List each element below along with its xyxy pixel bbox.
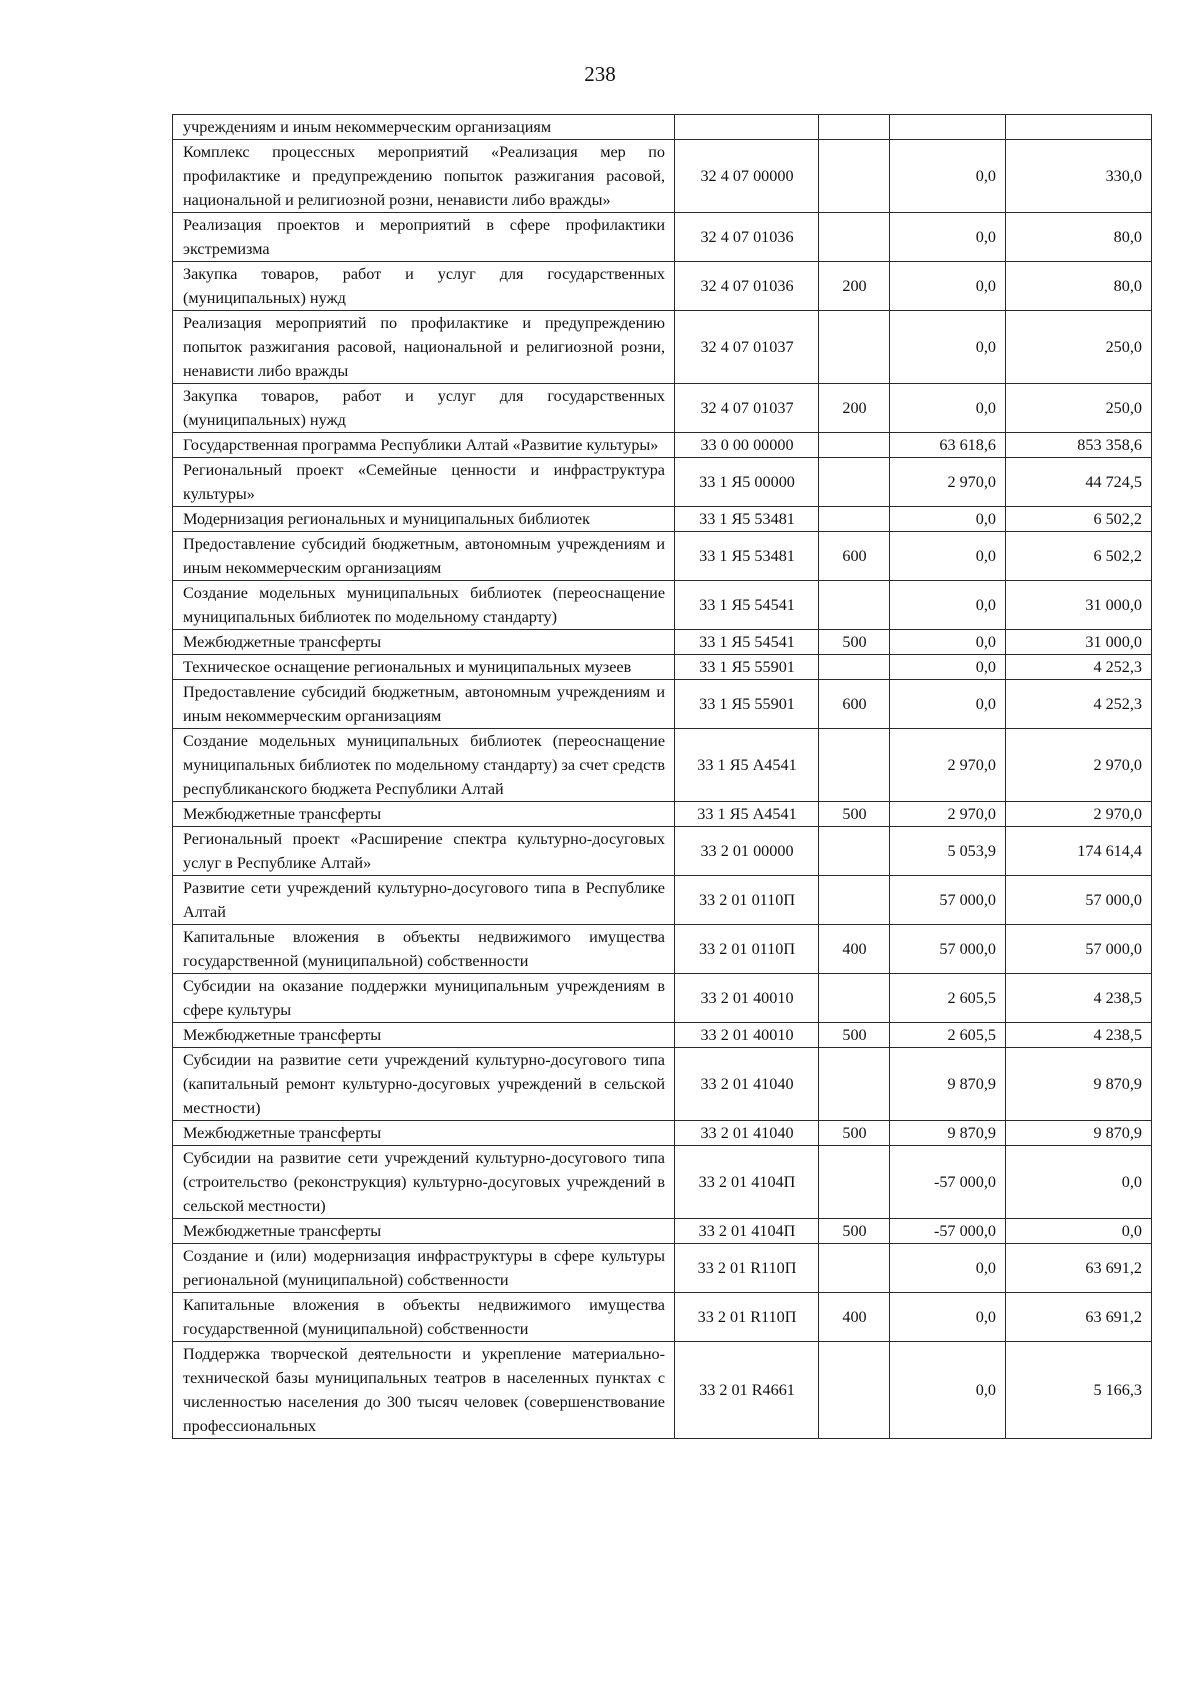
row-code-cell: 33 2 01 4104П bbox=[675, 1219, 819, 1244]
table-row bbox=[173, 458, 1152, 507]
row-amount-1-cell: 57 000,0 bbox=[890, 876, 1006, 925]
row-name-cell: Поддержка творческой деятельности и укрепление материально-технической базы муниципальных театров в населенных пунктах с численностью населения до 300 тысяч человек (совершенствование профессиональных bbox=[173, 1342, 675, 1439]
row-name-cell: Региональный проект «Расширение спектра культурно-досуговых услуг в Республике Алтай» bbox=[173, 827, 675, 876]
row-expense-type-cell bbox=[819, 433, 890, 458]
table-row bbox=[173, 115, 1152, 140]
table-row bbox=[173, 1023, 1152, 1048]
table-row bbox=[173, 802, 1152, 827]
row-code-cell: 33 1 Я5 00000 bbox=[675, 458, 819, 507]
table-row bbox=[173, 1293, 1152, 1342]
row-name-cell: Региональный проект «Семейные ценности и инфраструктура культуры» bbox=[173, 458, 675, 507]
row-amount-1-cell: 0,0 bbox=[890, 262, 1006, 311]
row-name-cell: Техническое оснащение региональных и муниципальных музеев bbox=[173, 655, 675, 680]
row-expense-type-cell: 400 bbox=[819, 1293, 890, 1342]
row-amount-2-cell: 6 502,2 bbox=[1006, 507, 1152, 532]
row-name-cell: Государственная программа Республики Алтай «Развитие культуры» bbox=[173, 433, 675, 458]
row-name-cell: Межбюджетные трансферты bbox=[173, 630, 675, 655]
row-code-cell: 32 4 07 00000 bbox=[675, 140, 819, 213]
row-expense-type-cell bbox=[819, 213, 890, 262]
row-code-cell: 32 4 07 01036 bbox=[675, 213, 819, 262]
row-amount-1-cell: 0,0 bbox=[890, 384, 1006, 433]
row-expense-type-cell: 600 bbox=[819, 532, 890, 581]
row-name-cell: Реализация мероприятий по профилактике и предупреждению попыток разжигания расовой, национальной и религиозной розни, ненависти либо вражды bbox=[173, 311, 675, 384]
row-name-cell: Капитальные вложения в объекты недвижимого имущества государственной (муниципальной) собственности bbox=[173, 925, 675, 974]
row-expense-type-cell bbox=[819, 1146, 890, 1219]
row-code-cell: 33 1 Я5 54541 bbox=[675, 630, 819, 655]
row-expense-type-cell: 200 bbox=[819, 262, 890, 311]
table-row bbox=[173, 974, 1152, 1023]
row-amount-1-cell: -57 000,0 bbox=[890, 1219, 1006, 1244]
table-row bbox=[173, 925, 1152, 974]
row-amount-2-cell: 4 252,3 bbox=[1006, 680, 1152, 729]
row-expense-type-cell bbox=[819, 581, 890, 630]
row-amount-1-cell: 2 605,5 bbox=[890, 974, 1006, 1023]
page-number: 238 bbox=[584, 62, 616, 86]
row-amount-1-cell: 5 053,9 bbox=[890, 827, 1006, 876]
row-expense-type-cell bbox=[819, 311, 890, 384]
row-amount-1-cell: 2 605,5 bbox=[890, 1023, 1006, 1048]
row-name-cell: учреждениям и иным некоммерческим организациям bbox=[173, 115, 675, 140]
table-row bbox=[173, 655, 1152, 680]
row-code-cell: 33 1 Я5 53481 bbox=[675, 532, 819, 581]
row-name-cell: Модернизация региональных и муниципальных библиотек bbox=[173, 507, 675, 532]
row-name-cell: Закупка товаров, работ и услуг для государственных (муниципальных) нужд bbox=[173, 262, 675, 311]
row-amount-1-cell: 57 000,0 bbox=[890, 925, 1006, 974]
row-expense-type-cell bbox=[819, 827, 890, 876]
row-expense-type-cell bbox=[819, 1244, 890, 1293]
row-amount-1-cell: 0,0 bbox=[890, 1293, 1006, 1342]
row-amount-2-cell: 4 252,3 bbox=[1006, 655, 1152, 680]
row-code-cell: 33 2 01 0110П bbox=[675, 876, 819, 925]
row-code-cell: 33 2 01 40010 bbox=[675, 974, 819, 1023]
table-row bbox=[173, 1146, 1152, 1219]
row-amount-1-cell: 2 970,0 bbox=[890, 802, 1006, 827]
row-code-cell: 33 1 Я5 53481 bbox=[675, 507, 819, 532]
row-amount-1-cell: 0,0 bbox=[890, 311, 1006, 384]
row-name-cell: Реализация проектов и мероприятий в сфере профилактики экстремизма bbox=[173, 213, 675, 262]
row-amount-1-cell: 0,0 bbox=[890, 680, 1006, 729]
row-amount-1-cell: 0,0 bbox=[890, 213, 1006, 262]
table-row bbox=[173, 680, 1152, 729]
row-expense-type-cell bbox=[819, 115, 890, 140]
row-amount-2-cell: 31 000,0 bbox=[1006, 630, 1152, 655]
table-row bbox=[173, 729, 1152, 802]
row-name-cell: Межбюджетные трансферты bbox=[173, 1219, 675, 1244]
row-amount-1-cell: 2 970,0 bbox=[890, 458, 1006, 507]
row-code-cell: 33 2 01 00000 bbox=[675, 827, 819, 876]
row-name-cell: Создание модельных муниципальных библиотек (переоснащение муниципальных библиотек по модельному стандарту) за счет средств республиканского бюджета Республики Алтай bbox=[173, 729, 675, 802]
row-amount-1-cell: 0,0 bbox=[890, 581, 1006, 630]
row-name-cell: Развитие сети учреждений культурно-досугового типа в Республике Алтай bbox=[173, 876, 675, 925]
row-amount-1-cell: 0,0 bbox=[890, 655, 1006, 680]
row-amount-1-cell: 0,0 bbox=[890, 1342, 1006, 1439]
row-amount-2-cell: 57 000,0 bbox=[1006, 876, 1152, 925]
row-code-cell: 33 0 00 00000 bbox=[675, 433, 819, 458]
row-name-cell: Субсидии на оказание поддержки муниципальным учреждениям в сфере культуры bbox=[173, 974, 675, 1023]
row-expense-type-cell bbox=[819, 876, 890, 925]
row-amount-2-cell: 330,0 bbox=[1006, 140, 1152, 213]
row-amount-2-cell: 9 870,9 bbox=[1006, 1048, 1152, 1121]
row-amount-1-cell: -57 000,0 bbox=[890, 1146, 1006, 1219]
row-amount-2-cell: 174 614,4 bbox=[1006, 827, 1152, 876]
row-amount-2-cell: 63 691,2 bbox=[1006, 1244, 1152, 1293]
row-amount-1-cell: 0,0 bbox=[890, 532, 1006, 581]
row-name-cell: Закупка товаров, работ и услуг для государственных (муниципальных) нужд bbox=[173, 384, 675, 433]
row-expense-type-cell bbox=[819, 655, 890, 680]
row-code-cell: 33 2 01 R110П bbox=[675, 1244, 819, 1293]
table-row bbox=[173, 876, 1152, 925]
row-name-cell: Субсидии на развитие сети учреждений культурно-досугового типа (капитальный ремонт культурно-досуговых учреждений в сельской местности) bbox=[173, 1048, 675, 1121]
row-expense-type-cell: 600 bbox=[819, 680, 890, 729]
row-expense-type-cell: 200 bbox=[819, 384, 890, 433]
row-code-cell: 33 1 Я5 А4541 bbox=[675, 729, 819, 802]
row-amount-2-cell: 0,0 bbox=[1006, 1146, 1152, 1219]
row-code-cell: 33 1 Я5 55901 bbox=[675, 655, 819, 680]
row-amount-1-cell bbox=[890, 115, 1006, 140]
table-row bbox=[173, 1048, 1152, 1121]
table-row bbox=[173, 1342, 1152, 1439]
table-row bbox=[173, 827, 1152, 876]
row-amount-2-cell: 31 000,0 bbox=[1006, 581, 1152, 630]
table-row bbox=[173, 1219, 1152, 1244]
budget-table-body bbox=[173, 115, 1152, 1439]
row-name-cell: Межбюджетные трансферты bbox=[173, 1121, 675, 1146]
table-row bbox=[173, 311, 1152, 384]
row-amount-2-cell: 2 970,0 bbox=[1006, 729, 1152, 802]
row-code-cell: 33 2 01 4104П bbox=[675, 1146, 819, 1219]
row-name-cell: Создание и (или) модернизация инфраструктуры в сфере культуры региональной (муниципальной) собственности bbox=[173, 1244, 675, 1293]
row-expense-type-cell: 500 bbox=[819, 802, 890, 827]
row-code-cell: 33 1 Я5 А4541 bbox=[675, 802, 819, 827]
table-row bbox=[173, 532, 1152, 581]
table-row bbox=[173, 507, 1152, 532]
table-row bbox=[173, 1244, 1152, 1293]
table-row bbox=[173, 262, 1152, 311]
row-name-cell: Капитальные вложения в объекты недвижимого имущества государственной (муниципальной) собственности bbox=[173, 1293, 675, 1342]
row-name-cell: Создание модельных муниципальных библиотек (переоснащение муниципальных библиотек по модельному стандарту) bbox=[173, 581, 675, 630]
row-expense-type-cell bbox=[819, 729, 890, 802]
row-name-cell: Предоставление субсидий бюджетным, автономным учреждениям и иным некоммерческим организациям bbox=[173, 680, 675, 729]
row-amount-1-cell: 0,0 bbox=[890, 507, 1006, 532]
row-expense-type-cell: 500 bbox=[819, 1023, 890, 1048]
table-row bbox=[173, 581, 1152, 630]
row-amount-2-cell: 44 724,5 bbox=[1006, 458, 1152, 507]
row-expense-type-cell bbox=[819, 974, 890, 1023]
table-row bbox=[173, 1121, 1152, 1146]
table-row bbox=[173, 384, 1152, 433]
row-code-cell: 33 2 01 41040 bbox=[675, 1048, 819, 1121]
table-row bbox=[173, 433, 1152, 458]
row-name-cell: Предоставление субсидий бюджетным, автономным учреждениям и иным некоммерческим организациям bbox=[173, 532, 675, 581]
row-amount-2-cell: 80,0 bbox=[1006, 213, 1152, 262]
row-amount-2-cell: 80,0 bbox=[1006, 262, 1152, 311]
row-amount-2-cell: 250,0 bbox=[1006, 311, 1152, 384]
row-amount-2-cell: 4 238,5 bbox=[1006, 974, 1152, 1023]
row-code-cell: 33 1 Я5 54541 bbox=[675, 581, 819, 630]
row-amount-2-cell: 63 691,2 bbox=[1006, 1293, 1152, 1342]
row-expense-type-cell bbox=[819, 458, 890, 507]
row-name-cell: Межбюджетные трансферты bbox=[173, 1023, 675, 1048]
row-amount-2-cell bbox=[1006, 115, 1152, 140]
row-name-cell: Межбюджетные трансферты bbox=[173, 802, 675, 827]
row-expense-type-cell: 500 bbox=[819, 1219, 890, 1244]
row-code-cell: 33 2 01 0110П bbox=[675, 925, 819, 974]
row-code-cell: 33 2 01 40010 bbox=[675, 1023, 819, 1048]
row-amount-1-cell: 2 970,0 bbox=[890, 729, 1006, 802]
row-code-cell: 32 4 07 01036 bbox=[675, 262, 819, 311]
row-expense-type-cell: 400 bbox=[819, 925, 890, 974]
row-expense-type-cell: 500 bbox=[819, 1121, 890, 1146]
row-code-cell: 33 2 01 R110П bbox=[675, 1293, 819, 1342]
row-amount-2-cell: 9 870,9 bbox=[1006, 1121, 1152, 1146]
budget-table bbox=[172, 114, 1152, 1439]
row-expense-type-cell bbox=[819, 140, 890, 213]
row-amount-2-cell: 5 166,3 bbox=[1006, 1342, 1152, 1439]
row-code-cell: 33 2 01 41040 bbox=[675, 1121, 819, 1146]
row-amount-1-cell: 0,0 bbox=[890, 140, 1006, 213]
row-amount-2-cell: 0,0 bbox=[1006, 1219, 1152, 1244]
row-code-cell: 32 4 07 01037 bbox=[675, 311, 819, 384]
row-code-cell: 33 1 Я5 55901 bbox=[675, 680, 819, 729]
row-amount-1-cell: 63 618,6 bbox=[890, 433, 1006, 458]
table-row bbox=[173, 213, 1152, 262]
row-expense-type-cell bbox=[819, 507, 890, 532]
row-amount-1-cell: 9 870,9 bbox=[890, 1048, 1006, 1121]
row-expense-type-cell bbox=[819, 1342, 890, 1439]
row-expense-type-cell bbox=[819, 1048, 890, 1121]
row-name-cell: Субсидии на развитие сети учреждений культурно-досугового типа (строительство (реконструкция) культурно-досуговых учреждений в сельской местности) bbox=[173, 1146, 675, 1219]
row-amount-2-cell: 6 502,2 bbox=[1006, 532, 1152, 581]
row-amount-1-cell: 0,0 bbox=[890, 630, 1006, 655]
row-name-cell: Комплекс процессных мероприятий «Реализация мер по профилактике и предупреждению попыток разжигания расовой, национальной и религиозной розни, ненависти либо вражды» bbox=[173, 140, 675, 213]
row-amount-1-cell: 0,0 bbox=[890, 1244, 1006, 1293]
row-amount-2-cell: 853 358,6 bbox=[1006, 433, 1152, 458]
row-expense-type-cell: 500 bbox=[819, 630, 890, 655]
table-row bbox=[173, 140, 1152, 213]
table-row bbox=[173, 630, 1152, 655]
row-code-cell bbox=[675, 115, 819, 140]
row-amount-1-cell: 9 870,9 bbox=[890, 1121, 1006, 1146]
row-amount-2-cell: 250,0 bbox=[1006, 384, 1152, 433]
row-code-cell: 32 4 07 01037 bbox=[675, 384, 819, 433]
row-amount-2-cell: 4 238,5 bbox=[1006, 1023, 1152, 1048]
row-amount-2-cell: 57 000,0 bbox=[1006, 925, 1152, 974]
row-amount-2-cell: 2 970,0 bbox=[1006, 802, 1152, 827]
row-code-cell: 33 2 01 R4661 bbox=[675, 1342, 819, 1439]
